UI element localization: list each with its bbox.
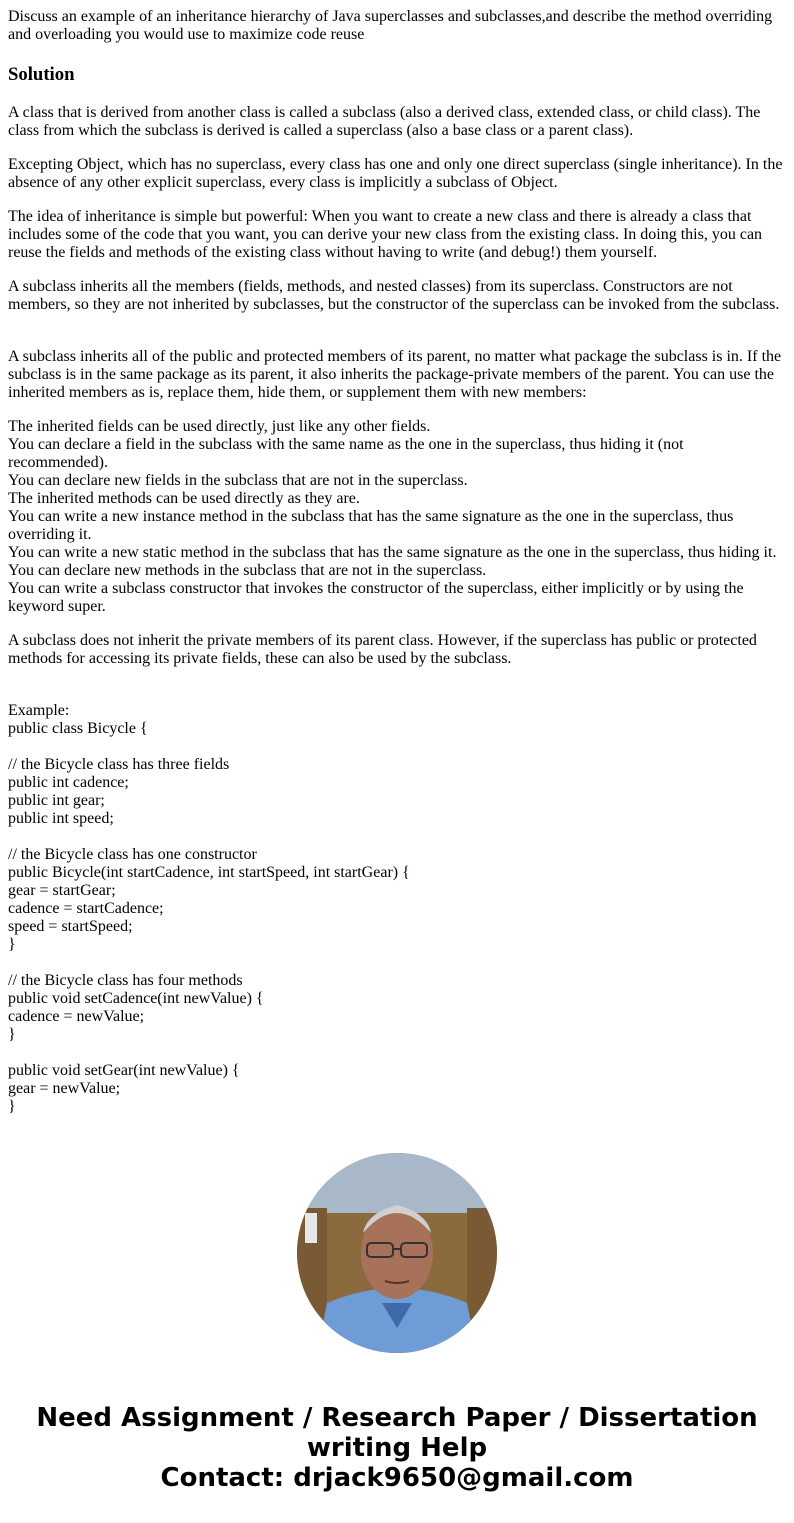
author-avatar — [297, 1153, 497, 1353]
code-line: public int gear; — [8, 792, 105, 809]
paragraph-inheritance-idea: The idea of inheritance is simple but powerful: When you want to create a new class and there is already a class that includes some of the code that you want, you can derive your new class from the existing class. In doing this, you can reuse the fields and methods of the existing class without having to write (and debug!) them yourself. — [8, 208, 763, 261]
spacer — [8, 314, 786, 332]
list-item: You can write a new static method in the subclass that has the same signature as the one in the superclass, thus hiding it. — [8, 544, 777, 561]
code-line: public Bicycle(int startCadence, int startSpeed, int startGear) { — [8, 864, 410, 881]
code-blank-line — [8, 954, 786, 972]
code-blank-line — [8, 1044, 786, 1062]
photo-switchboard — [305, 1213, 317, 1243]
solution-heading: Solution — [8, 64, 75, 85]
document-body — [8, 8, 786, 1116]
author-photo — [297, 1153, 497, 1353]
footer-promo — [0, 1403, 794, 1493]
code-line: cadence = startCadence; — [8, 900, 164, 917]
code-line: gear = startGear; — [8, 882, 116, 899]
list-item: The inherited methods can be used directly as they are. — [8, 490, 360, 507]
code-line: } — [8, 1098, 16, 1115]
paragraph-private-members: A subclass does not inherit the private members of its parent class. However, if the superclass has public or protected methods for accessing its private fields, these can also be used by the subclass. — [8, 632, 757, 667]
paragraph-subclass-definition: A class that is derived from another class is called a subclass (also a derived class, extended class, or child class). The class from which the subclass is derived is called a superclass (also a base class or a parent class). — [8, 104, 761, 139]
footer-contact: Contact: drjack9650@gmail.com — [160, 1463, 634, 1493]
code-line: // the Bicycle class has four methods — [8, 972, 243, 989]
code-lines — [8, 720, 786, 1116]
code-line: } — [8, 1026, 16, 1043]
code-line: speed = startSpeed; — [8, 918, 133, 935]
paragraph-object-superclass: Excepting Object, which has no superclass, every class has one and only one direct superclass (single inheritance). In the absence of any other explicit superclass, every class is implicitly a subclass of Object. — [8, 156, 783, 191]
code-line: public void setCadence(int newValue) { — [8, 990, 264, 1007]
code-blank-line — [8, 738, 786, 756]
photo-carved-panel-right — [467, 1208, 497, 1328]
code-line: // the Bicycle class has one constructor — [8, 846, 257, 863]
question-text: Discuss an example of an inheritance hierarchy of Java superclasses and subclasses,and describe the method overriding and overloading you would use to maximize code reuse — [8, 8, 773, 43]
code-line: cadence = newValue; — [8, 1008, 145, 1025]
footer-line-1: Need Assignment / Research Paper / Dissertation — [36, 1403, 758, 1433]
code-example — [8, 702, 786, 1116]
code-line: public int cadence; — [8, 774, 129, 791]
list-item: You can write a subclass constructor that invokes the constructor of the superclass, either implicitly or by using the keyword super. — [8, 580, 748, 615]
list-item: You can write a new instance method in the subclass that has the same signature as the one in the superclass, thus overriding it. — [8, 508, 738, 543]
code-line: gear = newValue; — [8, 1080, 121, 1097]
list-item: You can declare new fields in the subclass that are not in the superclass. — [8, 472, 468, 489]
code-line: // the Bicycle class has three fields — [8, 756, 230, 773]
example-label: Example: — [8, 702, 70, 719]
inherited-members-list — [8, 418, 786, 616]
list-item: You can declare a field in the subclass with the same name as the one in the superclass, thus hiding it (not recommended). — [8, 436, 688, 471]
spacer — [8, 668, 786, 686]
code-line: public int speed; — [8, 810, 114, 827]
footer-line-2: writing Help — [306, 1433, 488, 1463]
list-item: The inherited fields can be used directly, just like any other fields. — [8, 418, 431, 435]
paragraph-public-protected: A subclass inherits all of the public and protected members of its parent, no matter what package the subclass is in. If the subclass is in the same package as its parent, it also inherits the package-private members of the parent. You can use the inherited members as is, replace them, hide them, or supplement them with new members: — [8, 348, 782, 401]
code-line: public void setGear(int newValue) { — [8, 1062, 240, 1079]
list-item: You can declare new methods in the subclass that are not in the superclass. — [8, 562, 487, 579]
photo-ceiling — [297, 1153, 497, 1213]
paragraph-members-inherited: A subclass inherits all the members (fields, methods, and nested classes) from its superclass. Constructors are not members, so they are not inherited by subclasses, but the constructor of the superclass can be invoked from the subclass. — [8, 278, 780, 313]
code-blank-line — [8, 828, 786, 846]
code-line: } — [8, 936, 16, 953]
code-line: public class Bicycle { — [8, 720, 148, 737]
